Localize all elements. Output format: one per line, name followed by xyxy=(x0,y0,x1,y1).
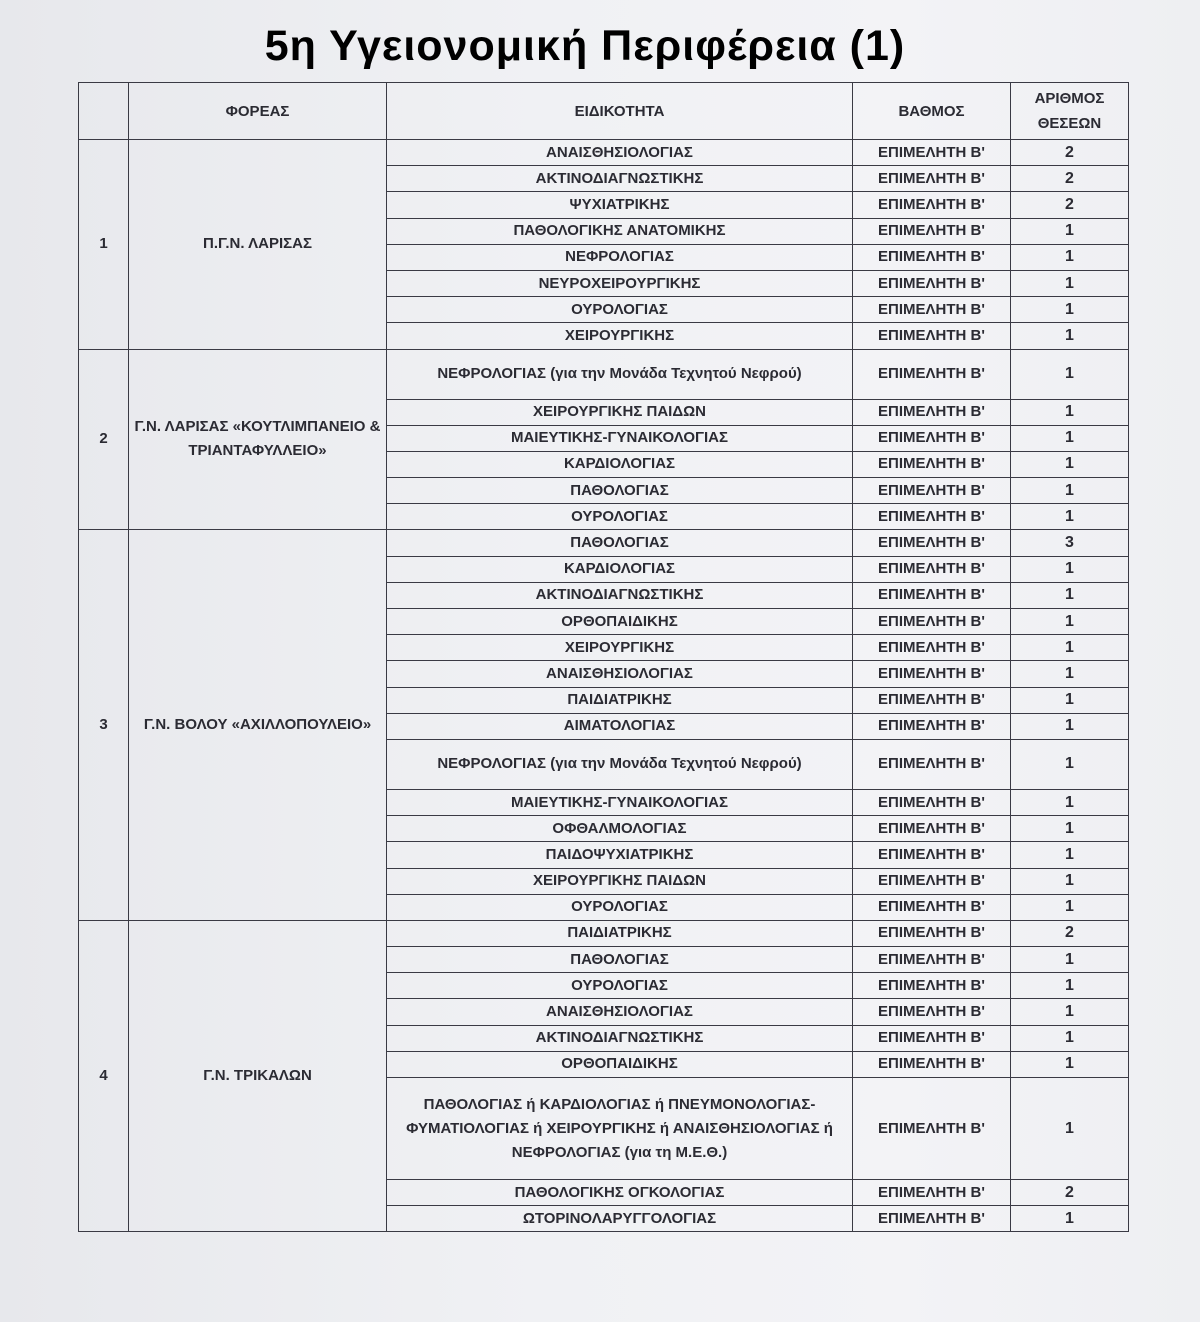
positions-table xyxy=(78,82,1129,1232)
grade-cell: ΕΠΙΜΕΛΗΤΗ Β' xyxy=(853,973,1011,999)
group-org: Γ.Ν. ΒΟΛΟΥ «ΑΧΙΛΛΟΠΟΥΛΕΙΟ» xyxy=(129,530,387,920)
count-cell: 2 xyxy=(1011,192,1129,218)
specialty-cell: ΑΚΤΙΝΟΔΙΑΓΝΩΣΤΙΚΗΣ xyxy=(387,582,853,608)
grade-cell: ΕΠΙΜΕΛΗΤΗ Β' xyxy=(853,1206,1011,1232)
grade-cell: ΕΠΙΜΕΛΗΤΗ Β' xyxy=(853,582,1011,608)
count-cell: 1 xyxy=(1011,451,1129,477)
specialty-cell: ΝΕΦΡΟΛΟΓΙΑΣ (για την Μονάδα Τεχνητού Νεφρού) xyxy=(387,739,853,789)
specialty-cell: ΠΑΘΟΛΟΓΙΑΣ ή ΚΑΡΔΙΟΛΟΓΙΑΣ ή ΠΝΕΥΜΟΝΟΛΟΓΙΑΣ-ΦΥΜΑΤΙΟΛΟΓΙΑΣ ή ΧΕΙΡΟΥΡΓΙΚΗΣ ή ΑΝΑΙΣΘΗΣΙΟΛΟΓΙΑΣ ή ΝΕΦΡΟΛΟΓΙΑΣ (για τη Μ.Ε.Θ.) xyxy=(387,1078,853,1180)
count-cell: 1 xyxy=(1011,999,1129,1025)
count-cell: 1 xyxy=(1011,739,1129,789)
specialty-cell: ΑΝΑΙΣΘΗΣΙΟΛΟΓΙΑΣ xyxy=(387,661,853,687)
header-org: ΦΟΡΕΑΣ xyxy=(129,83,387,140)
count-cell: 2 xyxy=(1011,166,1129,192)
specialty-cell: ΟΥΡΟΛΟΓΙΑΣ xyxy=(387,504,853,530)
header-specialty: ΕΙΔΙΚΟΤΗΤΑ xyxy=(387,83,853,140)
count-cell: 1 xyxy=(1011,947,1129,973)
specialty-cell: ΝΕΦΡΟΛΟΓΙΑΣ xyxy=(387,244,853,270)
grade-cell: ΕΠΙΜΕΛΗΤΗ Β' xyxy=(853,297,1011,323)
group-org: Π.Γ.Ν. ΛΑΡΙΣΑΣ xyxy=(129,140,387,350)
specialty-cell: ΑΚΤΙΝΟΔΙΑΓΝΩΣΤΙΚΗΣ xyxy=(387,166,853,192)
specialty-cell: ΟΥΡΟΛΟΓΙΑΣ xyxy=(387,973,853,999)
grade-cell: ΕΠΙΜΕΛΗΤΗ Β' xyxy=(853,504,1011,530)
specialty-cell: ΩΤΟΡΙΝΟΛΑΡΥΓΓΟΛΟΓΙΑΣ xyxy=(387,1206,853,1232)
grade-cell: ΕΠΙΜΕΛΗΤΗ Β' xyxy=(853,218,1011,244)
count-cell: 1 xyxy=(1011,425,1129,451)
grade-cell: ΕΠΙΜΕΛΗΤΗ Β' xyxy=(853,842,1011,868)
grade-cell: ΕΠΙΜΕΛΗΤΗ Β' xyxy=(853,635,1011,661)
grade-cell: ΕΠΙΜΕΛΗΤΗ Β' xyxy=(853,661,1011,687)
group-number: 3 xyxy=(79,530,129,920)
specialty-cell: ΠΑΘΟΛΟΓΙΚΗΣ ΑΝΑΤΟΜΙΚΗΣ xyxy=(387,218,853,244)
specialty-cell: ΟΥΡΟΛΟΓΙΑΣ xyxy=(387,894,853,920)
grade-cell: ΕΠΙΜΕΛΗΤΗ Β' xyxy=(853,244,1011,270)
count-cell: 1 xyxy=(1011,609,1129,635)
count-cell: 1 xyxy=(1011,297,1129,323)
specialty-cell: ΑΚΤΙΝΟΔΙΑΓΝΩΣΤΙΚΗΣ xyxy=(387,1025,853,1051)
grade-cell: ΕΠΙΜΕΛΗΤΗ Β' xyxy=(853,739,1011,789)
count-cell: 2 xyxy=(1011,1180,1129,1206)
grade-cell: ΕΠΙΜΕΛΗΤΗ Β' xyxy=(853,1051,1011,1077)
count-cell: 1 xyxy=(1011,635,1129,661)
grade-cell: ΕΠΙΜΕΛΗΤΗ Β' xyxy=(853,947,1011,973)
table-row xyxy=(79,920,1129,946)
specialty-cell: ΟΦΘΑΛΜΟΛΟΓΙΑΣ xyxy=(387,816,853,842)
grade-cell: ΕΠΙΜΕΛΗΤΗ Β' xyxy=(853,999,1011,1025)
grade-cell: ΕΠΙΜΕΛΗΤΗ Β' xyxy=(853,399,1011,425)
group-number: 4 xyxy=(79,920,129,1232)
grade-cell: ΕΠΙΜΕΛΗΤΗ Β' xyxy=(853,713,1011,739)
group-number: 1 xyxy=(79,140,129,350)
count-cell: 2 xyxy=(1011,920,1129,946)
table-row xyxy=(79,349,1129,399)
specialty-cell: ΠΑΘΟΛΟΓΙΚΗΣ ΟΓΚΟΛΟΓΙΑΣ xyxy=(387,1180,853,1206)
grade-cell: ΕΠΙΜΕΛΗΤΗ Β' xyxy=(853,478,1011,504)
grade-cell: ΕΠΙΜΕΛΗΤΗ Β' xyxy=(853,556,1011,582)
grade-cell: ΕΠΙΜΕΛΗΤΗ Β' xyxy=(853,868,1011,894)
specialty-cell: ΠΑΘΟΛΟΓΙΑΣ xyxy=(387,530,853,556)
specialty-cell: ΚΑΡΔΙΟΛΟΓΙΑΣ xyxy=(387,556,853,582)
grade-cell: ΕΠΙΜΕΛΗΤΗ Β' xyxy=(853,789,1011,815)
specialty-cell: ΠΑΘΟΛΟΓΙΑΣ xyxy=(387,947,853,973)
specialty-cell: ΠΑΙΔΙΑΤΡΙΚΗΣ xyxy=(387,687,853,713)
count-cell: 1 xyxy=(1011,1078,1129,1180)
grade-cell: ΕΠΙΜΕΛΗΤΗ Β' xyxy=(853,323,1011,349)
count-cell: 1 xyxy=(1011,349,1129,399)
count-cell: 1 xyxy=(1011,816,1129,842)
count-cell: 1 xyxy=(1011,556,1129,582)
count-cell: 1 xyxy=(1011,399,1129,425)
header-number xyxy=(79,83,129,140)
grade-cell: ΕΠΙΜΕΛΗΤΗ Β' xyxy=(853,425,1011,451)
grade-cell: ΕΠΙΜΕΛΗΤΗ Β' xyxy=(853,140,1011,166)
count-cell: 1 xyxy=(1011,323,1129,349)
grade-cell: ΕΠΙΜΕΛΗΤΗ Β' xyxy=(853,1025,1011,1051)
table-row xyxy=(79,140,1129,166)
grade-cell: ΕΠΙΜΕΛΗΤΗ Β' xyxy=(853,1078,1011,1180)
specialty-cell: ΠΑΘΟΛΟΓΙΑΣ xyxy=(387,478,853,504)
table-row xyxy=(79,530,1129,556)
specialty-cell: ΨΥΧΙΑΤΡΙΚΗΣ xyxy=(387,192,853,218)
count-cell: 1 xyxy=(1011,713,1129,739)
grade-cell: ΕΠΙΜΕΛΗΤΗ Β' xyxy=(853,1180,1011,1206)
table-body xyxy=(79,140,1129,1232)
table-header-row xyxy=(79,83,1129,140)
count-cell: 1 xyxy=(1011,244,1129,270)
specialty-cell: ΧΕΙΡΟΥΡΓΙΚΗΣ xyxy=(387,635,853,661)
specialty-cell: ΠΑΙΔΙΑΤΡΙΚΗΣ xyxy=(387,920,853,946)
specialty-cell: ΟΥΡΟΛΟΓΙΑΣ xyxy=(387,297,853,323)
count-cell: 1 xyxy=(1011,270,1129,296)
count-cell: 1 xyxy=(1011,1025,1129,1051)
header-count: ΑΡΙΘΜΟΣ ΘΕΣΕΩΝ xyxy=(1011,83,1129,140)
specialty-cell: ΟΡΘΟΠΑΙΔΙΚΗΣ xyxy=(387,609,853,635)
grade-cell: ΕΠΙΜΕΛΗΤΗ Β' xyxy=(853,166,1011,192)
count-cell: 1 xyxy=(1011,661,1129,687)
count-cell: 1 xyxy=(1011,842,1129,868)
count-cell: 1 xyxy=(1011,218,1129,244)
grade-cell: ΕΠΙΜΕΛΗΤΗ Β' xyxy=(853,349,1011,399)
specialty-cell: ΧΕΙΡΟΥΡΓΙΚΗΣ ΠΑΙΔΩΝ xyxy=(387,868,853,894)
grade-cell: ΕΠΙΜΕΛΗΤΗ Β' xyxy=(853,530,1011,556)
grade-cell: ΕΠΙΜΕΛΗΤΗ Β' xyxy=(853,192,1011,218)
group-org: Γ.Ν. ΛΑΡΙΣΑΣ «ΚΟΥΤΛΙΜΠΑΝΕΙΟ & ΤΡΙΑΝΤΑΦΥΛΛΕΙΟ» xyxy=(129,349,387,530)
grade-cell: ΕΠΙΜΕΛΗΤΗ Β' xyxy=(853,451,1011,477)
count-cell: 1 xyxy=(1011,868,1129,894)
header-grade: ΒΑΘΜΟΣ xyxy=(853,83,1011,140)
grade-cell: ΕΠΙΜΕΛΗΤΗ Β' xyxy=(853,920,1011,946)
grade-cell: ΕΠΙΜΕΛΗΤΗ Β' xyxy=(853,270,1011,296)
specialty-cell: ΝΕΦΡΟΛΟΓΙΑΣ (για την Μονάδα Τεχνητού Νεφρού) xyxy=(387,349,853,399)
page-title: 5η Υγειονομική Περιφέρεια (1) xyxy=(264,22,906,70)
grade-cell: ΕΠΙΜΕΛΗΤΗ Β' xyxy=(853,609,1011,635)
count-cell: 1 xyxy=(1011,687,1129,713)
specialty-cell: ΠΑΙΔΟΨΥΧΙΑΤΡΙΚΗΣ xyxy=(387,842,853,868)
specialty-cell: ΜΑΙΕΥΤΙΚΗΣ-ΓΥΝΑΙΚΟΛΟΓΙΑΣ xyxy=(387,789,853,815)
group-org: Γ.Ν. ΤΡΙΚΑΛΩΝ xyxy=(129,920,387,1232)
count-cell: 1 xyxy=(1011,504,1129,530)
count-cell: 1 xyxy=(1011,1051,1129,1077)
specialty-cell: ΧΕΙΡΟΥΡΓΙΚΗΣ xyxy=(387,323,853,349)
specialty-cell: ΜΑΙΕΥΤΙΚΗΣ-ΓΥΝΑΙΚΟΛΟΓΙΑΣ xyxy=(387,425,853,451)
specialty-cell: ΑΙΜΑΤΟΛΟΓΙΑΣ xyxy=(387,713,853,739)
specialty-cell: ΑΝΑΙΣΘΗΣΙΟΛΟΓΙΑΣ xyxy=(387,140,853,166)
specialty-cell: ΟΡΘΟΠΑΙΔΙΚΗΣ xyxy=(387,1051,853,1077)
specialty-cell: ΧΕΙΡΟΥΡΓΙΚΗΣ ΠΑΙΔΩΝ xyxy=(387,399,853,425)
group-number: 2 xyxy=(79,349,129,530)
specialty-cell: ΝΕΥΡΟΧΕΙΡΟΥΡΓΙΚΗΣ xyxy=(387,270,853,296)
count-cell: 1 xyxy=(1011,973,1129,999)
count-cell: 3 xyxy=(1011,530,1129,556)
count-cell: 1 xyxy=(1011,1206,1129,1232)
grade-cell: ΕΠΙΜΕΛΗΤΗ Β' xyxy=(853,816,1011,842)
count-cell: 1 xyxy=(1011,894,1129,920)
specialty-cell: ΑΝΑΙΣΘΗΣΙΟΛΟΓΙΑΣ xyxy=(387,999,853,1025)
count-cell: 1 xyxy=(1011,789,1129,815)
count-cell: 1 xyxy=(1011,582,1129,608)
grade-cell: ΕΠΙΜΕΛΗΤΗ Β' xyxy=(853,894,1011,920)
grade-cell: ΕΠΙΜΕΛΗΤΗ Β' xyxy=(853,687,1011,713)
count-cell: 1 xyxy=(1011,478,1129,504)
count-cell: 2 xyxy=(1011,140,1129,166)
specialty-cell: ΚΑΡΔΙΟΛΟΓΙΑΣ xyxy=(387,451,853,477)
